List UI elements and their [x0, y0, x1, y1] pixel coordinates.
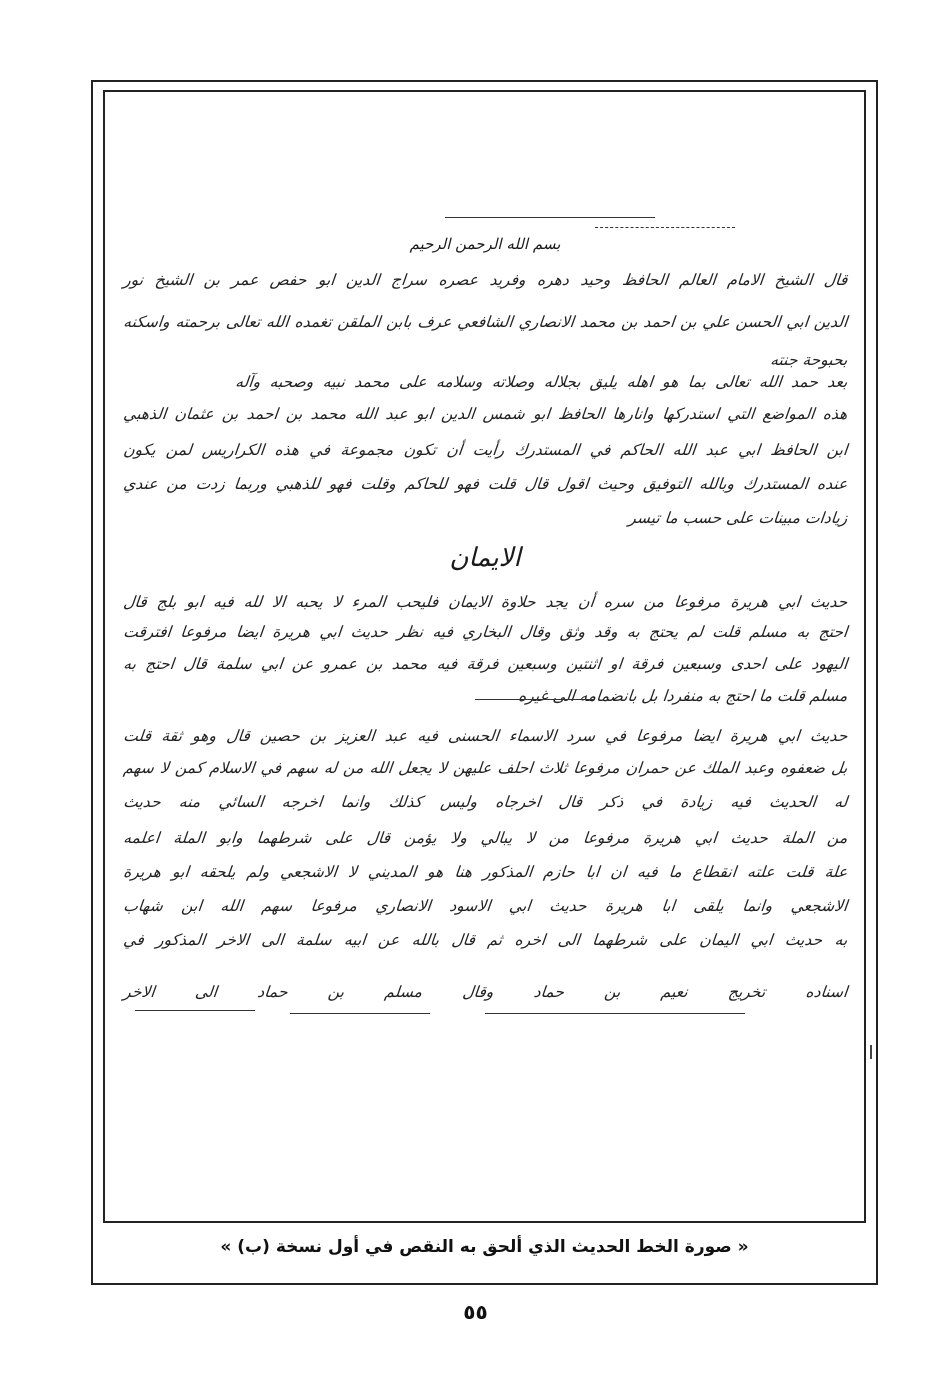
manuscript-line: ابن الحافظ ابي عبد الله الحاكم في المستدرك رأيت أن تكون مجموعة في هذه الكراريس لمن يكون: [122, 441, 849, 459]
header-scratch-mark: [445, 217, 655, 218]
underline-mark: [290, 1013, 430, 1014]
manuscript-line: بعد حمد الله تعالى بما هو اهله يليق بجلاله وصلاته وسلامه على محمد نبيه وصحبه وآله: [234, 373, 849, 391]
manuscript-line: عنده المستدرك وبالله التوفيق وحيث اقول قال قلت فهو للحاكم وقلت فهو للذهبي وربما زدت من عندي: [122, 475, 849, 493]
margin-tick-mark: [870, 1045, 872, 1059]
manuscript-line: من الملة حديث ابي هريرة مرفوعا من لا يبالي ولا يؤمن قال على شرطهما وابو الملة اعلمه: [122, 829, 849, 847]
manuscript-line: هذه المواضع التي استدركها وانارها الحافظ ابو شمس الدين ابو عبد الله محمد بن احمد بن عثمان الذهبي: [122, 405, 849, 423]
manuscript-line: اسناده تخريج نعيم بن حماد وقال مسلم بن حماد الى الاخر: [122, 983, 849, 1001]
manuscript-line: احتج به مسلم قلت لم يحتج به وقد وثق وقال البخاري فيه نظر حديث ابي هريرة ايضا مرفوعا افترقت: [122, 623, 849, 641]
basmala: بسم الله الرحمن الرحيم: [409, 235, 561, 253]
manuscript-line: به حديث ابي اليمان على شرطهما الى اخره ثم قال بالله عن ابيه سلمة الى الاخر المذكور في: [122, 931, 849, 949]
manuscript-line: له الحديث فيه زيادة في ذكر قال اخرجاه وليس كذلك وانما اخرجه السائي منه حديث: [122, 793, 849, 811]
manuscript-image: [115, 205, 855, 1025]
manuscript-line: بحبوحة جنته: [769, 351, 849, 369]
manuscript-line: حديث ابي هريرة مرفوعا من سره أن يجد حلاوة الايمان فليحب المرء لا يحبه الا لله فيه ابو بلج قال: [122, 593, 849, 611]
underline-mark: [485, 1013, 745, 1014]
manuscript-line: قال الشيخ الامام العالم الحافظ وحيد دهره وفريد عصره سراج الدين ابو حفص عمر بن الشيخ نور: [122, 271, 849, 289]
manuscript-line: الاشجعي وانما يلقى ابا هريرة حديث ابي الاسود الانصاري مرفوعا سهم الله ابن شهاب: [122, 897, 849, 915]
strikethrough-mark: [475, 699, 595, 700]
manuscript-line: بل ضعفوه وعبد الملك عن حمران مرفوعا ثلاث احلف عليهن لا يجعل الله من له سهم في الاسلام كمن لا سهم: [122, 759, 849, 777]
underline-mark: [135, 1010, 255, 1011]
section-title: الايمان: [449, 543, 521, 573]
manuscript-line: مسلم قلت ما احتج به منفردا بل بانضمامه الى غيره: [517, 687, 849, 705]
manuscript-line: زيادات مبينات على حسب ما تيسر: [627, 509, 849, 527]
page-number: ٥٥: [463, 1300, 488, 1324]
figure-caption: « صورة الخط الحديث الذي ألحق به النقص في أول نسخة (ب) »: [220, 1237, 749, 1257]
manuscript-line: اليهود على احدى وسبعين فرقة او اثنتين وسبعين فرقة فيه محمد بن عمرو عن ابي سلمة قال احتج به: [122, 655, 849, 673]
manuscript-line: حديث ابي هريرة ايضا مرفوعا في سرد الاسماء الحسنى فيه عبد العزيز بن حصين قال وهو ثقة قلت: [122, 727, 849, 745]
header-scratch-mark: [595, 227, 735, 228]
manuscript-line: علة قلت علته انقطاع ما فيه ان ابا حازم المذكور هنا هو المديني لا الاشجعي ولم يلحقه ابو هريرة: [122, 863, 849, 881]
manuscript-line: الدين ابي الحسن علي بن احمد بن محمد الانصاري الشافعي عرف بابن الملقن تغمده الله تعالى برحمته واسكنه: [122, 313, 849, 331]
